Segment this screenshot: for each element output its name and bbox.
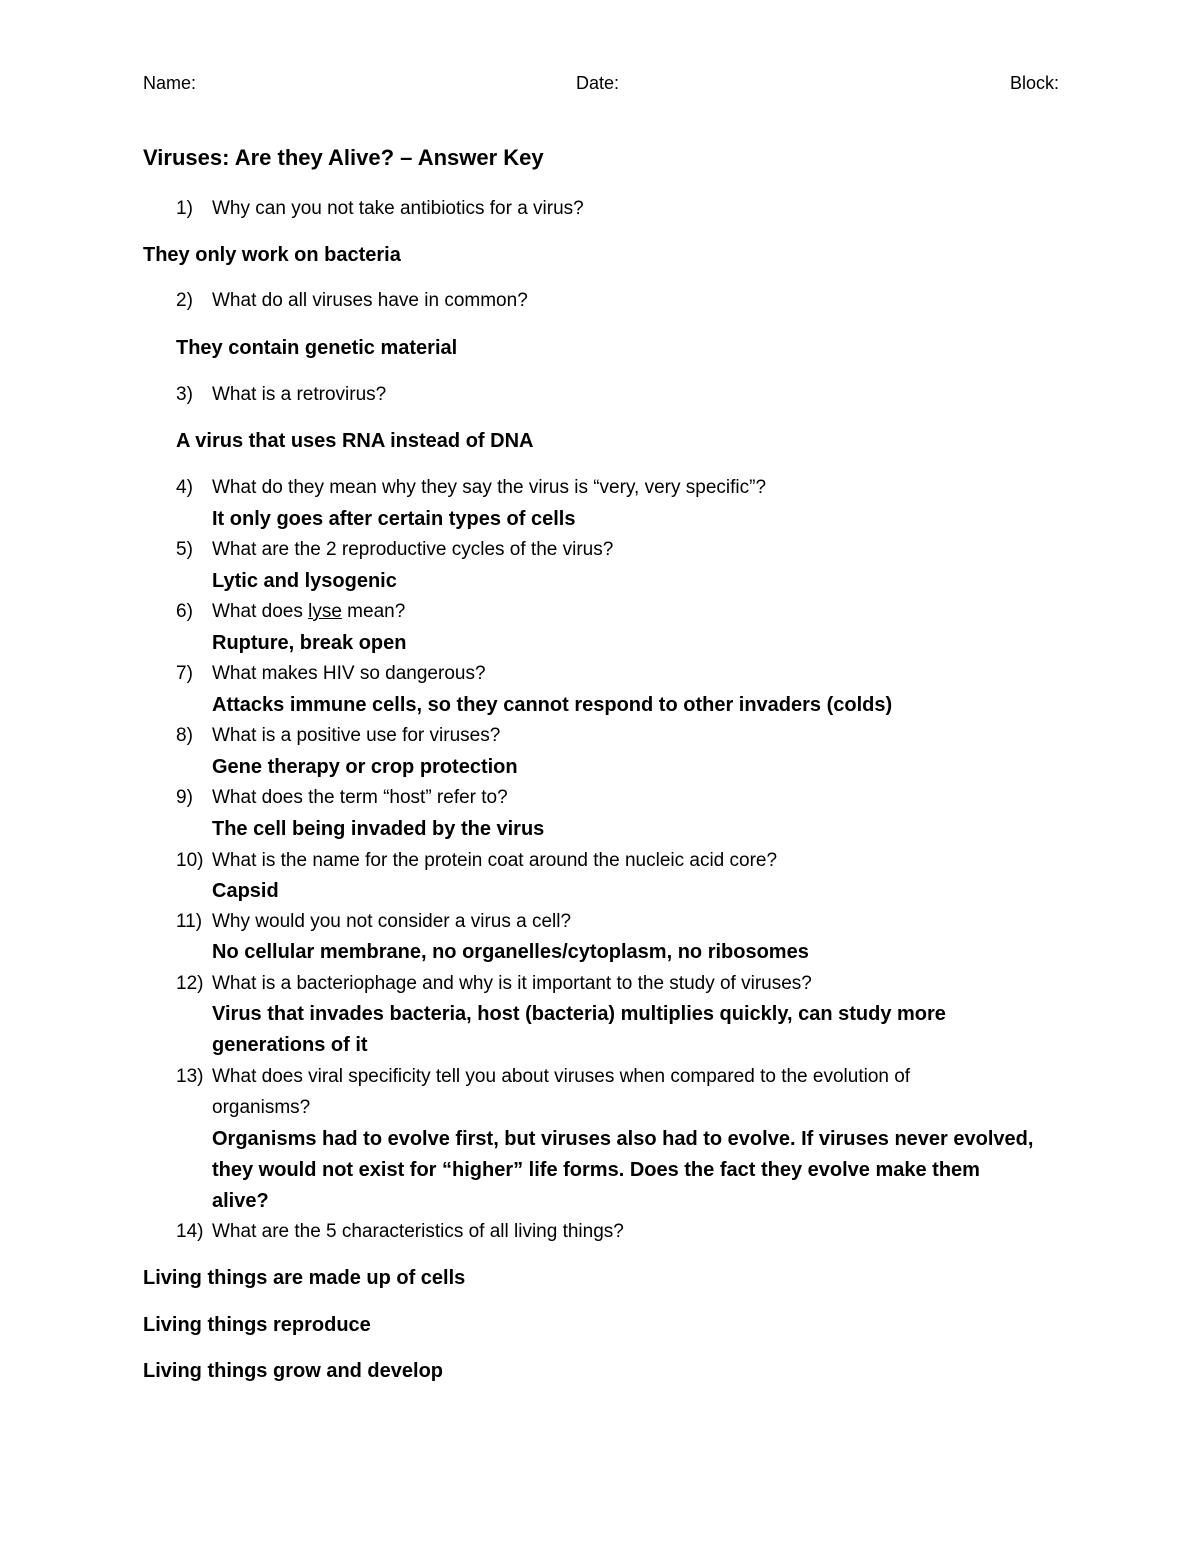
question-number: 9) — [176, 787, 193, 808]
question-number: 4) — [176, 477, 193, 498]
question-number: 10) — [176, 850, 204, 871]
answer-13-line-1: Organisms had to evolve first, but viruses also had to evolve. If viruses never evolved, — [212, 1128, 1034, 1150]
question-text: What is a bacteriophage and why is it important to the study of viruses? — [212, 973, 812, 994]
answer-8: Gene therapy or crop protection — [212, 756, 518, 778]
question-text: What do all viruses have in common? — [212, 290, 528, 311]
answer-6: Rupture, break open — [212, 632, 407, 654]
question-10 — [176, 848, 777, 874]
question-13-line-2: organisms? — [212, 1097, 311, 1118]
answer-12-line-1: Virus that invades bacteria, host (bacteria) multiplies quickly, can study more — [212, 1003, 946, 1025]
question-12 — [176, 971, 812, 997]
question-number: 13) — [176, 1066, 204, 1087]
question-number: 3) — [176, 384, 193, 405]
answer-1: They only work on bacteria — [143, 244, 401, 266]
page-title: Viruses: Are they Alive? – Answer Key — [143, 145, 544, 170]
question-text: What are the 2 reproductive cycles of the virus? — [212, 539, 614, 560]
question-number: 1) — [176, 198, 193, 219]
question-6 — [176, 599, 405, 625]
question-5 — [176, 537, 613, 563]
question-2 — [176, 288, 528, 314]
answer-3: A virus that uses RNA instead of DNA — [176, 430, 534, 452]
question-text-after: mean? — [341, 601, 406, 622]
question-text: Why can you not take antibiotics for a virus? — [212, 198, 584, 219]
date-label: Date: — [576, 73, 620, 93]
block-label: Block: — [1009, 73, 1059, 93]
question-text: What are the 5 characteristics of all living things? — [212, 1221, 624, 1242]
question-number: 5) — [176, 539, 193, 560]
answer-2: They contain genetic material — [176, 337, 458, 359]
question-number: 2) — [176, 290, 193, 311]
underlined-term: lyse — [308, 601, 342, 622]
answer-12-line-2: generations of it — [212, 1034, 368, 1056]
question-1 — [176, 196, 584, 222]
question-7 — [176, 661, 486, 687]
header-row — [143, 73, 1059, 99]
answer-13-line-3: alive? — [212, 1190, 269, 1212]
question-text: What do they mean why they say the virus is “very, very specific”? — [212, 477, 767, 498]
name-label: Name: — [143, 73, 197, 93]
question-number: 12) — [176, 973, 204, 994]
answer-5: Lytic and lysogenic — [212, 570, 397, 592]
question-11 — [176, 909, 571, 935]
question-text-before: What does — [212, 601, 309, 622]
question-number: 7) — [176, 663, 193, 684]
question-number: 11) — [176, 911, 203, 932]
answer-10: Capsid — [212, 880, 279, 902]
question-text: What does the term “host” refer to? — [212, 787, 508, 808]
question-number: 14) — [176, 1221, 204, 1242]
question-text: Why would you not consider a virus a cell? — [212, 911, 572, 932]
question-14 — [176, 1219, 624, 1245]
question-text: What is the name for the protein coat around the nucleic acid core? — [212, 850, 778, 871]
answer-14-item: Living things reproduce — [143, 1314, 371, 1336]
question-text: What does viral specificity tell you about viruses when compared to the evolution of — [212, 1066, 911, 1087]
answer-7: Attacks immune cells, so they cannot respond to other invaders (colds) — [212, 694, 893, 716]
answer-4: It only goes after certain types of cells — [212, 508, 576, 530]
question-number: 6) — [176, 601, 193, 622]
answer-14-item: Living things are made up of cells — [143, 1267, 466, 1289]
question-8 — [176, 723, 500, 749]
question-3 — [176, 382, 386, 408]
answer-9: The cell being invaded by the virus — [212, 818, 545, 840]
question-text: What is a positive use for viruses? — [212, 725, 501, 746]
answer-11: No cellular membrane, no organelles/cytoplasm, no ribosomes — [212, 941, 809, 963]
question-4 — [176, 475, 766, 501]
question-13 — [176, 1064, 910, 1090]
question-number: 8) — [176, 725, 193, 746]
question-9 — [176, 785, 508, 811]
question-text: What makes HIV so dangerous? — [212, 663, 486, 684]
answer-13-line-2: they would not exist for “higher” life forms. Does the fact they evolve make them — [212, 1159, 980, 1181]
answer-14-item: Living things grow and develop — [143, 1360, 444, 1382]
question-text: What is a retrovirus? — [212, 384, 387, 405]
